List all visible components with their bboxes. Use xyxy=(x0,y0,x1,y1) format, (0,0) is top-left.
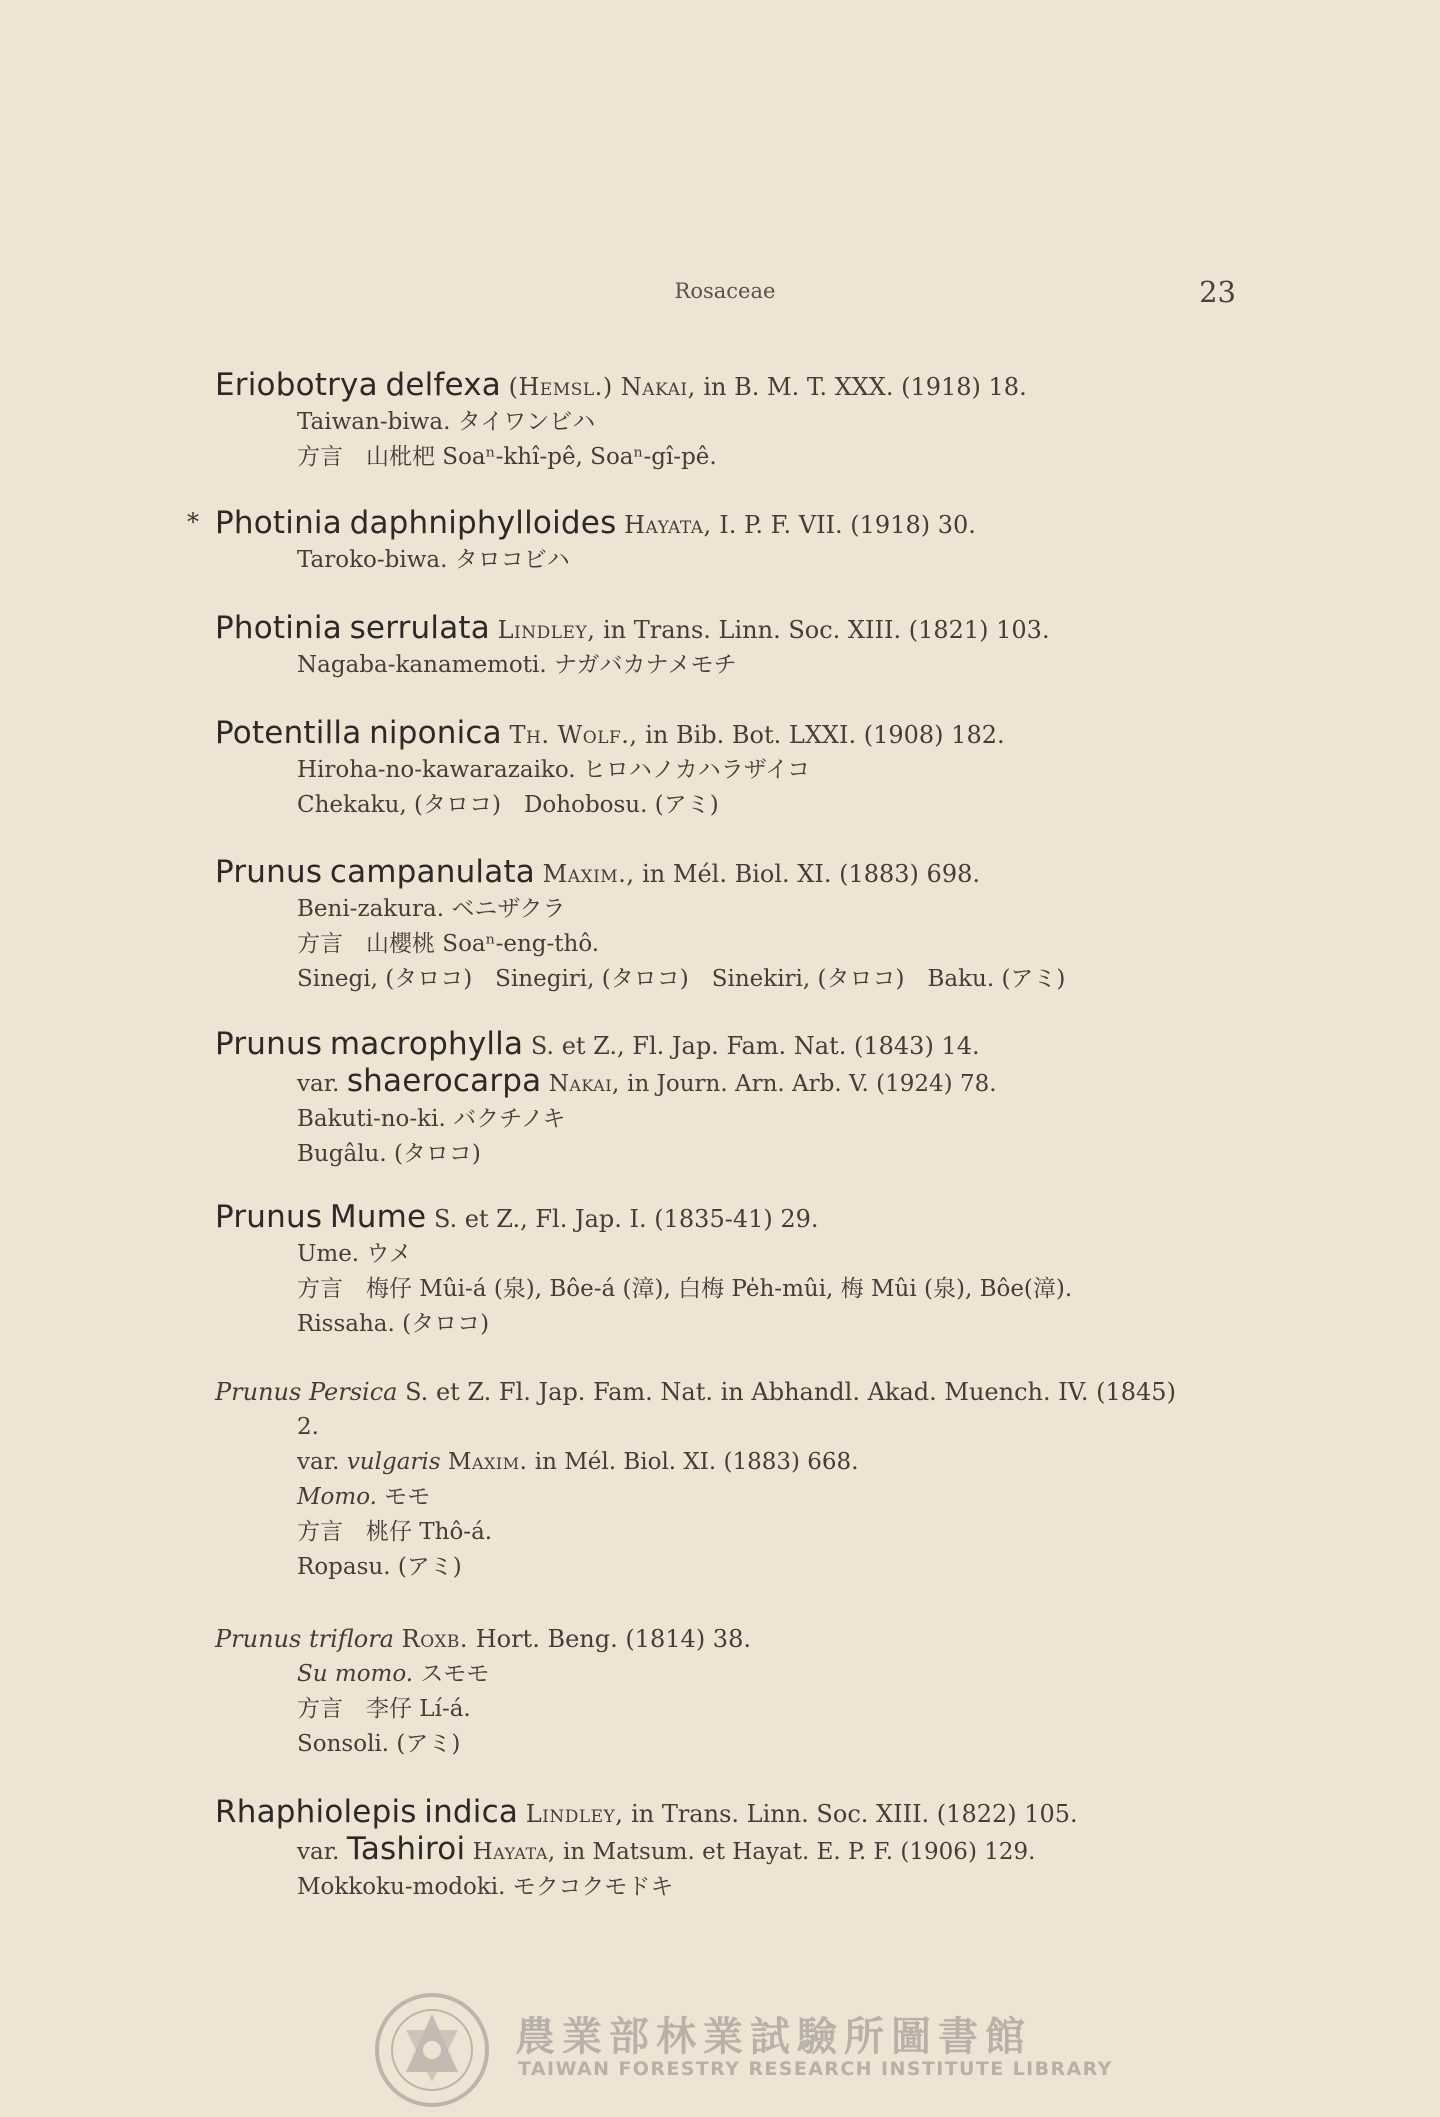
variety-name: shaerocarpa xyxy=(346,1063,542,1099)
species-entry xyxy=(215,1375,1285,1585)
species-epithet: indica xyxy=(424,1794,519,1830)
indigenous-names-line: Bugâlu. (タロコ) xyxy=(297,1141,481,1167)
vernacular-line xyxy=(215,1480,1285,1515)
library-logo-icon xyxy=(372,1990,492,2110)
vernacular-line: Beni-zakura. ベニザクラ xyxy=(297,896,566,922)
entry-heading xyxy=(215,1795,1285,1832)
entry-heading xyxy=(215,506,1285,543)
variety-authority: Hayata, xyxy=(472,1839,556,1865)
entry-heading xyxy=(215,611,1285,648)
species-entry xyxy=(215,1795,1285,1905)
entry-heading xyxy=(215,1200,1285,1237)
vernacular-line: Bakuti-no-ki. バクチノキ xyxy=(297,1106,566,1132)
citation: S. et Z., Fl. Jap. I. (1835-41) 29. xyxy=(433,1205,819,1233)
dialect-line: 方言 山枇杷 Soaⁿ-khî-pê, Soaⁿ-gî-pê. xyxy=(297,444,717,470)
indigenous-names-line: Rissaha. (タロコ) xyxy=(297,1311,490,1337)
variety-line xyxy=(215,1832,1285,1870)
citation: in Bib. Bot. LXXI. (1908) 182. xyxy=(645,721,1005,749)
variety-citation: in Mél. Biol. XI. (1883) 668. xyxy=(534,1449,859,1475)
vernacular-line: Hiroha-no-kawarazaiko. ヒロハノカハラザイコ xyxy=(297,757,811,783)
variety-citation: in Journ. Arn. Arb. V. (1924) 78. xyxy=(627,1071,997,1097)
indigenous-names-line: Sinegi, (タロコ) Sinegiri, (タロコ) Sinekiri, (タロコ) Baku. (アミ) xyxy=(297,966,1066,992)
species-entry xyxy=(215,716,1285,823)
indigenous-names-line: Sonsoli. (アミ) xyxy=(297,1731,461,1757)
variety-line xyxy=(215,1064,1285,1102)
library-name-en: TAIWAN FORESTRY RESEARCH INSTITUTE LIBRARY xyxy=(518,2058,1113,2080)
entry-heading xyxy=(215,1027,1285,1064)
species-entry xyxy=(215,1200,1285,1342)
variety-name: Tashiroi xyxy=(346,1831,466,1867)
japanese-name: Momo. xyxy=(297,1484,377,1510)
vernacular-line: Taiwan-biwa. タイワンビハ xyxy=(297,409,596,435)
authority: Lindley, xyxy=(525,1800,624,1828)
genus-name: Prunus xyxy=(215,1378,302,1406)
species-epithet: Persica xyxy=(308,1378,398,1406)
vernacular-line: Ume. ウメ xyxy=(297,1241,412,1267)
species-epithet: Mume xyxy=(329,1199,427,1235)
authority: Roxb. xyxy=(401,1625,469,1653)
species-epithet: macrophylla xyxy=(329,1026,524,1062)
citation: I. P. F. VII. (1918) 30. xyxy=(719,511,976,539)
citation: S. et Z., Fl. Jap. Fam. Nat. (1843) 14. xyxy=(530,1032,980,1060)
genus-name: Photinia xyxy=(215,610,342,646)
genus-name: Prunus xyxy=(215,1199,323,1235)
entry-heading xyxy=(215,1375,1285,1410)
species-epithet: daphniphylloides xyxy=(349,505,617,541)
japanese-name: Su momo. xyxy=(297,1661,414,1687)
citation: in B. M. T. XXX. (1918) 18. xyxy=(703,373,1027,401)
variety-prefix: var. xyxy=(297,1071,340,1097)
entry-heading xyxy=(215,716,1285,753)
vernacular-line: Nagaba-kanamemoti. ナガバカナメモチ xyxy=(297,652,737,678)
variety-line xyxy=(215,1445,1285,1480)
authority: Maxim., xyxy=(542,860,635,888)
authority: Hayata, xyxy=(624,511,712,539)
vernacular-line: Mokkoku-modoki. モクコクモドキ xyxy=(297,1874,674,1900)
dialect-line: 方言 山櫻桃 Soaⁿ-eng-thô. xyxy=(297,931,600,957)
authority: Lindley, xyxy=(497,616,596,644)
species-entry xyxy=(215,1622,1285,1762)
species-epithet: serrulata xyxy=(349,610,490,646)
library-name-zh: 農業部林業試驗所圖書館 xyxy=(515,2014,1032,2060)
endemic-marker: * xyxy=(187,508,199,536)
species-epithet: niponica xyxy=(369,715,502,751)
dialect-line: 方言 梅仔 Mûi-á (泉), Bôe-á (漳), 白梅 Pe̍h-mûi, 梅 Mûi (泉), Bôe(漳). xyxy=(297,1276,1073,1302)
species-entry xyxy=(215,1027,1285,1172)
species-epithet: delfexa xyxy=(385,367,501,403)
genus-name: Photinia xyxy=(215,505,342,541)
citation-continued: 2. xyxy=(297,1414,319,1440)
page-number: 23 xyxy=(1199,275,1236,309)
vernacular-line xyxy=(215,1657,1285,1692)
citation: in Trans. Linn. Soc. XIII. (1822) 105. xyxy=(631,1800,1078,1828)
authority: Th. Wolf., xyxy=(509,721,638,749)
authority: (Hemsl.) Nakai, xyxy=(508,373,696,401)
species-entry xyxy=(215,855,1285,997)
citation: S. et Z. Fl. Jap. Fam. Nat. in Abhandl. Akad. Muench. IV. (1845) xyxy=(405,1378,1176,1406)
genus-name: Prunus xyxy=(215,1026,323,1062)
species-entry xyxy=(215,611,1285,683)
citation: Hort. Beng. (1814) 38. xyxy=(475,1625,751,1653)
variety-authority: Maxim. xyxy=(447,1449,528,1475)
citation: in Mél. Biol. XI. (1883) 698. xyxy=(642,860,980,888)
genus-name: Potentilla xyxy=(215,715,362,751)
dialect-line: 方言 桃仔 Thô-á. xyxy=(297,1519,493,1545)
entry-heading xyxy=(215,855,1285,892)
species-entry xyxy=(187,505,1285,578)
katakana-name: モモ xyxy=(384,1484,431,1510)
genus-name: Prunus xyxy=(215,854,323,890)
variety-authority: Nakai, xyxy=(548,1071,620,1097)
indigenous-names-line: Ropasu. (アミ) xyxy=(297,1554,462,1580)
indigenous-names-line: Chekaku, (タロコ) Dohobosu. (アミ) xyxy=(297,792,719,818)
entry-heading xyxy=(215,368,1285,405)
entry-heading xyxy=(215,1622,1285,1657)
running-header: Rosaceae xyxy=(674,279,776,303)
variety-prefix: var. xyxy=(297,1839,340,1865)
species-entry xyxy=(215,368,1285,475)
katakana-name: スモモ xyxy=(420,1661,490,1687)
species-epithet: triflora xyxy=(308,1625,394,1653)
vernacular-line: Taroko-biwa. タロコビハ xyxy=(297,547,570,573)
variety-prefix: var. xyxy=(297,1449,340,1475)
variety-name: vulgaris xyxy=(346,1449,441,1475)
citation: in Trans. Linn. Soc. XIII. (1821) 103. xyxy=(602,616,1050,644)
genus-name: Eriobotrya xyxy=(215,367,378,403)
genus-name: Rhaphiolepis xyxy=(215,1794,417,1830)
variety-citation: in Matsum. et Hayat. E. P. F. (1906) 129. xyxy=(563,1839,1036,1865)
genus-name: Prunus xyxy=(215,1625,302,1653)
dialect-line: 方言 李仔 Lí-á. xyxy=(297,1696,471,1722)
species-epithet: campanulata xyxy=(329,854,535,890)
